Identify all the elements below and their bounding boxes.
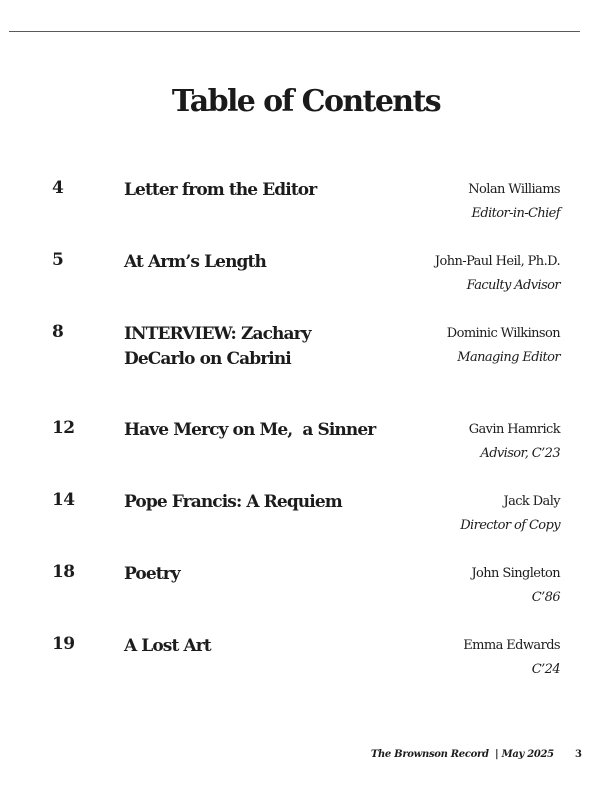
page-title: Table of Contents: [171, 84, 441, 119]
toc-author-name: Gavin Hamrick: [468, 422, 560, 437]
toc-author-block: [469, 418, 560, 466]
toc-author-role: C’24: [531, 662, 560, 677]
toc-author-block: [447, 322, 560, 370]
toc-entry-title[interactable]: Poetry: [124, 564, 180, 584]
footer-page-number: 3: [575, 749, 582, 760]
toc-author-name: Dominic Wilkinson: [446, 326, 560, 341]
toc-author-block: [468, 178, 560, 226]
toc-author-name: Jack Daly: [503, 494, 560, 509]
toc-page-number: 8: [52, 322, 64, 342]
toc-entry-title[interactable]: At Arm’s Length: [124, 252, 266, 272]
top-rule: [9, 31, 580, 32]
toc-author-block: [460, 490, 560, 538]
toc-author-role: C’86: [531, 590, 560, 605]
toc-page-number: 5: [52, 250, 64, 270]
toc-author-role: Director of Copy: [460, 518, 560, 533]
toc-author-role: Faculty Advisor: [466, 278, 560, 293]
toc-page-number: 14: [52, 490, 75, 510]
toc-entry-title[interactable]: INTERVIEW: Zachary DeCarlo on Cabrini: [124, 324, 311, 369]
page-footer: [371, 749, 582, 760]
toc-author-block: [435, 250, 560, 298]
toc-author-block: [463, 634, 560, 682]
toc-entry-title[interactable]: A Lost Art: [124, 636, 211, 656]
toc-page-number: 19: [52, 634, 75, 654]
toc-author-name: Emma Edwards: [463, 638, 560, 653]
toc-entry-title[interactable]: Have Mercy on Me, a Sinner: [124, 420, 376, 440]
toc-page-number: 12: [52, 418, 75, 438]
toc-page-number: 18: [52, 562, 75, 582]
toc-entry-title[interactable]: Pope Francis: A Requiem: [124, 492, 342, 512]
toc-author-role: Managing Editor: [457, 350, 560, 365]
toc-author-name: John-Paul Heil, Ph.D.: [434, 254, 560, 269]
toc-author-role: Editor-in-Chief: [471, 206, 560, 221]
toc-page-number: 4: [52, 178, 64, 198]
toc-author-role: Advisor, C’23: [480, 446, 560, 461]
toc-author-name: Nolan Williams: [468, 182, 560, 197]
footer-publication: The Brownson Record | May 2025: [370, 749, 554, 760]
toc-author-block: [471, 562, 560, 610]
toc-entry-title[interactable]: Letter from the Editor: [124, 180, 317, 200]
toc-author-name: John Singleton: [471, 566, 560, 581]
